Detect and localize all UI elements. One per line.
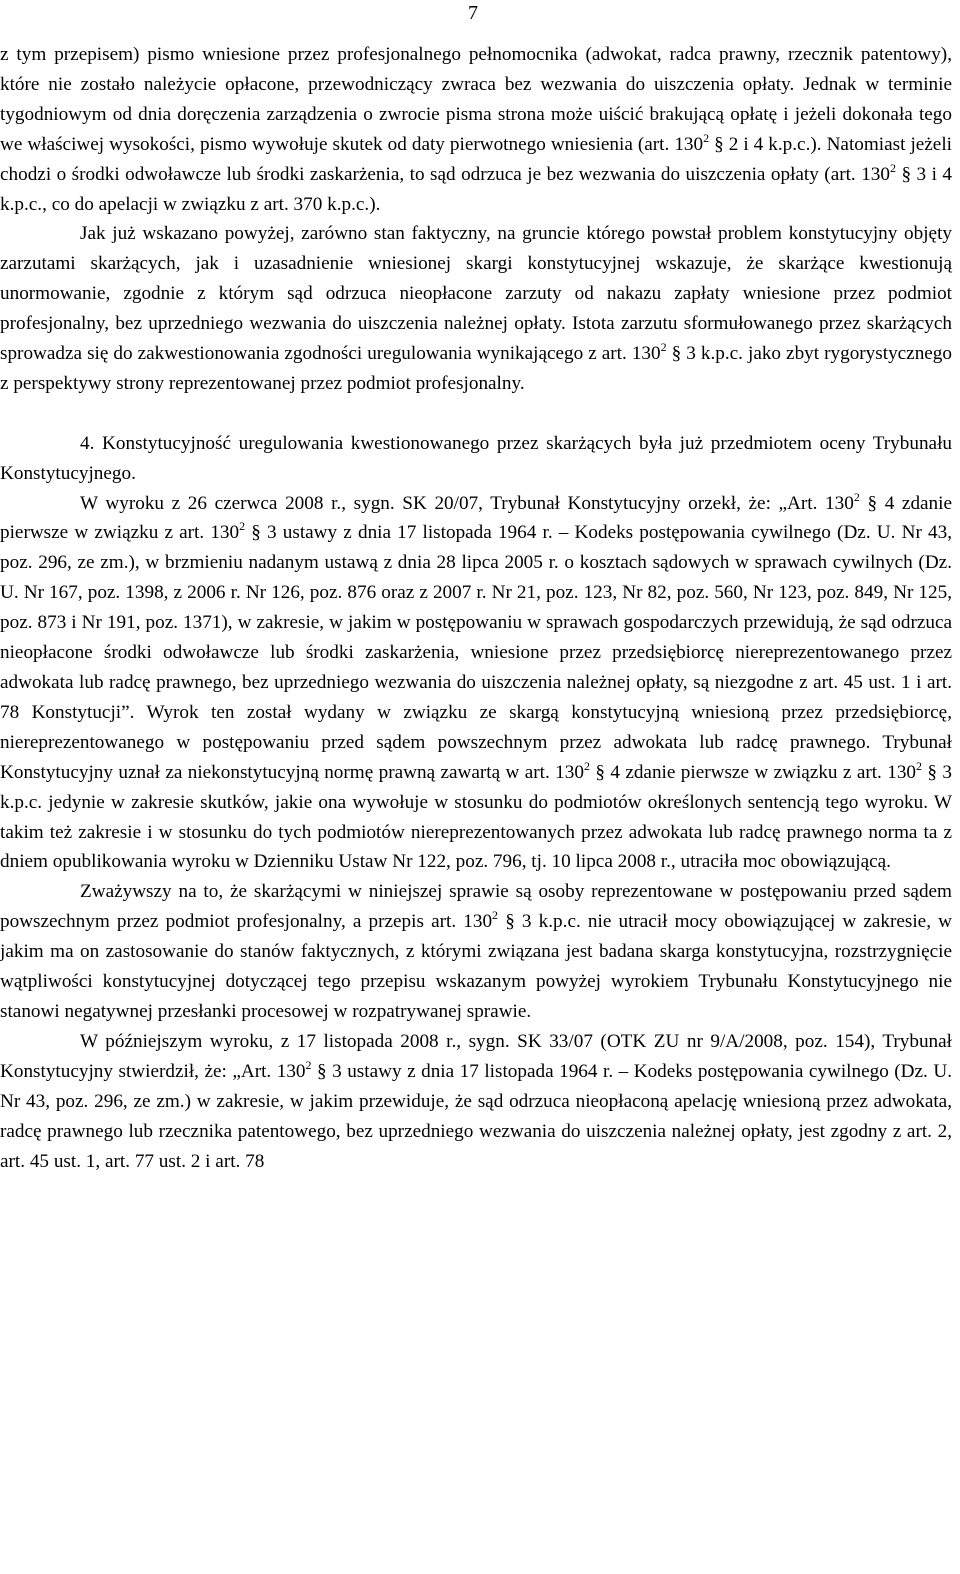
text-run: § 3 i 4 k.p.c., co do apelacji w związku z art. 370 k.p.c.). — [0, 163, 952, 215]
text-run: § 3 k.p.c. nie utracił mocy obowiązującej w zakresie, w jakim ma on zastosowanie do stanów faktycznych, z którymi związana jest badana skarga konstytucyjna, rozstrzygnięcie wątpliwości konstytucyjnej dotyczącej tego przepisu wskazanym powyżej wyrokiem Trybunału Konstytucyjnego nie stanowi negatywnej przesłanki procesowej w rozpatrywanej sprawie. — [0, 911, 952, 1022]
text-run: § 3 k.p.c. jako zbyt rygorystycznego z perspektywy strony reprezentowanej przez podmiot profesjonalny. — [0, 343, 952, 394]
paragraph-3 — [0, 429, 952, 489]
text-run: § 2 i 4 k.p.c.). Natomiast jeżeli chodzi o środki odwoławcze lub środki zaskarżenia, to sąd odrzuca je bez wezwania do uiszczenia opłaty (art. 130 — [0, 133, 952, 185]
superscript: 2 — [703, 130, 710, 145]
text-run: § 3 ustawy z dnia 17 listopada 1964 r. – Kodeks postępowania cywilnego (Dz. U. Nr 43, poz. 296, ze zm.), w brzmieniu nadanym ustawą z dnia 28 lipca 2005 r. o kosztach sądowych w sprawach cywilnych (Dz. U. Nr 167, poz. 1398, z 2006 r. Nr 126, poz. 876 oraz z 2007 r. Nr 21, poz. 123, Nr 82, poz. 560, Nr 123, poz. 849, Nr 125, poz. 873 i Nr 191, poz. 1371), w zakresie, w jakim w postępowaniu w sprawach gospodarczych przewidują, że sąd odrzuca nieopłacone środki odwoławcze lub środki zaskarżenia, wniesione przez przedsiębiorcę niereprezentowanego przez adwokata lub radcę prawnego, bez uprzedniego wezwania do uiszczenia należnej opłaty, są niezgodne z art. 45 ust. 1 i art. 78 Konstytucji”. Wyrok ten został wydany w związku ze skargą konstytucyjną wniesioną przez przedsiębiorcę, niereprezentowanego w postępowaniu przed sądem powszechnym przez adwokata lub radcę prawnego. Trybunał Konstytucyjny uznał za niekonstytucyjną normę prawną zawartą w art. 130 — [0, 522, 952, 783]
paragraph-5 — [0, 877, 952, 1027]
superscript: 2 — [583, 758, 590, 773]
text-run: § 3 k.p.c. jedynie w zakresie skutków, jakie ona wywołuje w stosunku do podmiotów określonych sentencją tego wyroku. W takim też zakresie i w stosunku do tych podmiotów niereprezentowanych przez adwokata lub radcę prawnego norma ta z dniem opublikowania wyroku w Dzienniku Ustaw Nr 122, poz. 796, tj. 10 lipca 2008 r., utraciła moc obowiązującą. — [0, 761, 952, 873]
superscript: 2 — [492, 908, 499, 923]
paragraph-gap — [0, 399, 952, 429]
text-run: Zważywszy na to, że skarżącymi w niniejszej sprawie są osoby reprezentowane w postępowaniu przed sądem powszechnym przez podmiot profesjonalny, a przepis art. 130 — [0, 881, 952, 933]
paragraph-6 — [0, 1027, 952, 1177]
text-run: W późniejszym wyroku, z 17 listopada 2008 r., sygn. SK 33/07 (OTK ZU nr 9/A/2008, poz. 154), Trybunał Konstytucyjny stwierdził, że: „Art. 130 — [0, 1030, 952, 1082]
superscript: 2 — [660, 340, 667, 355]
text-run: Jak już wskazano powyżej, zarówno stan faktyczny, na gruncie którego powstał problem konstytucyjny objęty zarzutami skarżących, jak i uzasadnienie wniesionej skargi konstytucyjnej wskazuje, że skarżące kwestionują unormowanie, zgodnie z którym sąd odrzuca nieopłacone zarzuty od nakazu zapłaty wniesione przez podmiot profesjonalny, bez uprzedniego wezwania do uiszczenia należnej opłaty. Istota zarzutu sformułowanego przez skarżących sprowadza się do zakwestionowania zgodności uregulowania wynikającego z art. 130 — [0, 223, 952, 365]
superscript: 2 — [305, 1057, 312, 1072]
text-run: W wyroku z 26 czerwca 2008 r., sygn. SK 20/07, Trybunał Konstytucyjny orzekł, że: „Art. 130 — [80, 492, 854, 514]
text-run: 4. Konstytucyjność uregulowania kwestionowanego przez skarżących była już przedmiotem oceny Trybunału Konstytucyjnego. — [0, 432, 952, 484]
text-run: § 3 ustawy z dnia 17 listopada 1964 r. – Kodeks postępowania cywilnego (Dz. U. Nr 43, poz. 296, ze zm.) w zakresie, w jakim przewiduje, że sąd odrzuca nieopłaconą apelację wniesioną przez adwokata, radcę prawnego lub rzecznika patentowego, bez uprzedniego wezwania do uiszczenia należnej opłaty, jest zgodny z art. 2, art. 45 ust. 1, art. 77 ust. 2 i art. 78 — [0, 1060, 953, 1172]
superscript: 2 — [853, 489, 860, 504]
paragraph-1 — [0, 219, 952, 398]
text-run: § 4 zdanie pierwsze w związku z art. 130 — [0, 492, 952, 544]
superscript: 2 — [916, 758, 923, 773]
text-run: § 4 zdanie pierwsze w związku z art. 130 — [589, 761, 917, 783]
superscript: 2 — [239, 519, 246, 534]
document-body — [0, 40, 952, 1176]
text-run: z tym przepisem) pismo wniesione przez profesjonalnego pełnomocnika (adwokat, radca prawny, rzecznik patentowy), które nie zostało należycie opłacone, przewodniczący zwraca bez wezwania do uiszczenia opłaty. Jednak w terminie tygodniowym od dnia doręczenia zarządzenia o zwrocie pisma strona może uiścić brakującą opłatę i jeżeli dokonała tego we właściwej wysokości, pismo wywołuje skutek od daty pierwotnego wniesienia (art. 130 — [0, 44, 952, 155]
paragraph-0 — [0, 40, 952, 219]
superscript: 2 — [889, 160, 896, 175]
paragraph-4 — [0, 489, 952, 878]
page-number: 7 — [468, 2, 478, 24]
